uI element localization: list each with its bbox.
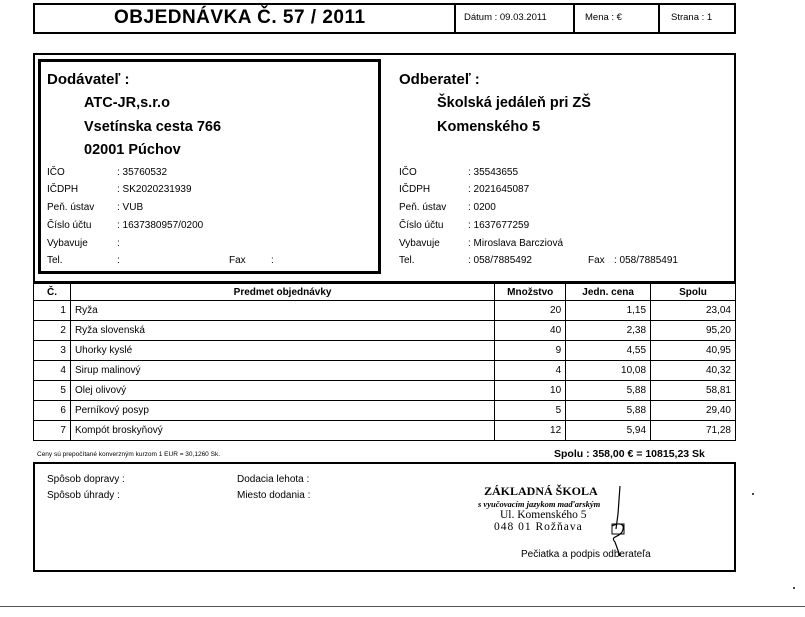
row-number: 1 — [34, 301, 71, 321]
stamp-line-2: s vyučovacím jazykom maďarským — [478, 499, 601, 509]
signature-scribble — [590, 484, 640, 559]
col-header-quantity: Množstvo — [495, 284, 566, 301]
table-row — [34, 381, 736, 401]
supplier-handler-label: Vybavuje — [47, 238, 88, 249]
footer-bottom-border — [33, 570, 736, 572]
row-total: 23,04 — [651, 301, 736, 321]
supplier-fax-label: Fax — [229, 255, 246, 266]
customer-heading: Odberateľ : — [399, 71, 480, 88]
supplier-ico-label: IČO — [47, 167, 65, 178]
row-number: 4 — [34, 361, 71, 381]
row-unit-price: 1,15 — [566, 301, 651, 321]
supplier-tel-label: Tel. — [47, 255, 63, 266]
row-quantity: 12 — [495, 421, 566, 441]
supplier-heading: Dodávateľ : — [47, 71, 130, 88]
customer-street: Komenského 5 — [437, 119, 541, 135]
order-total: Spolu : 358,00 € = 10815,23 Sk — [554, 448, 705, 460]
row-unit-price: 5,88 — [566, 401, 651, 421]
payment-method: Spôsob úhrady : — [47, 490, 120, 501]
row-number: 3 — [34, 341, 71, 361]
header-divider-1 — [454, 3, 456, 34]
customer-icdph: : 2021645087 — [468, 184, 530, 195]
row-number: 6 — [34, 401, 71, 421]
customer-fax: : 058/7885491 — [614, 255, 678, 266]
customer-icdph-label: IČDPH — [399, 184, 431, 195]
row-total: 40,32 — [651, 361, 736, 381]
table-row — [34, 361, 736, 381]
row-number: 7 — [34, 421, 71, 441]
header-divider-3 — [658, 3, 660, 34]
supplier-fax: : — [271, 255, 274, 266]
customer-tel: : 058/7885492 — [468, 255, 532, 266]
col-header-unit-price: Jedn. cena — [566, 284, 651, 301]
header-divider-2 — [573, 3, 575, 34]
row-total: 71,28 — [651, 421, 736, 441]
stamp-line-4: 048 01 Rožňava — [494, 521, 583, 533]
row-number: 5 — [34, 381, 71, 401]
footer-right-border — [734, 462, 736, 572]
supplier-street: Vsetínska cesta 766 — [84, 119, 222, 135]
customer-bank: : 0200 — [468, 202, 496, 213]
supplier-icdph: : SK2020231939 — [117, 184, 192, 195]
shipping-method: Spôsob dopravy : — [47, 474, 125, 485]
row-unit-price: 2,38 — [566, 321, 651, 341]
customer-handler: : Miroslava Barcziová — [468, 238, 564, 249]
row-unit-price: 5,88 — [566, 381, 651, 401]
table-row — [34, 401, 736, 421]
row-total: 29,40 — [651, 401, 736, 421]
customer-handler-label: Vybavuje — [399, 238, 440, 249]
row-unit-price: 10,08 — [566, 361, 651, 381]
supplier-bank-label: Peň. ústav — [47, 202, 95, 213]
scan-rule — [0, 606, 805, 607]
customer-account: : 1637677259 — [468, 220, 530, 231]
row-total: 95,20 — [651, 321, 736, 341]
document-page: Strana : 1 — [671, 12, 713, 23]
row-unit-price: 4,55 — [566, 341, 651, 361]
row-quantity: 5 — [495, 401, 566, 421]
row-quantity: 10 — [495, 381, 566, 401]
table-row — [34, 421, 736, 441]
customer-ico: : 35543655 — [468, 167, 519, 178]
col-header-item: Predmet objednávky — [70, 284, 494, 301]
supplier-city: 02001 Púchov — [84, 142, 181, 158]
supplier-ico: : 35760532 — [117, 167, 168, 178]
supplier-bank: : VUB — [117, 202, 144, 213]
supplier-icdph-label: IČDPH — [47, 184, 79, 195]
row-total: 40,95 — [651, 341, 736, 361]
table-row — [34, 301, 736, 321]
delivery-place: Miesto dodania : — [237, 490, 311, 501]
supplier-account: : 1637380957/0200 — [117, 220, 204, 231]
customer-name: Školská jedáleň pri ZŠ — [437, 95, 591, 111]
stamp-line-3: Ul. Komenského 5 — [500, 509, 587, 521]
document-currency: Mena : € — [585, 12, 622, 23]
row-item: Sirup malinový — [70, 361, 494, 381]
row-item: Ryža slovenská — [70, 321, 494, 341]
row-item: Uhorky kyslé — [70, 341, 494, 361]
row-item: Ryža — [70, 301, 494, 321]
supplier-handler: : — [117, 238, 120, 249]
row-number: 2 — [34, 321, 71, 341]
document-date: Dátum : 09.03.2011 — [464, 12, 547, 23]
col-header-number: Č. — [34, 284, 71, 301]
table-row — [34, 341, 736, 361]
document-title: OBJEDNÁVKA Č. 57 / 2011 — [114, 7, 366, 28]
row-item: Olej olivový — [70, 381, 494, 401]
totals-rule — [33, 462, 736, 464]
scan-dot — [793, 587, 795, 589]
footer-left-border — [33, 462, 35, 572]
row-item: Kompót broskyňový — [70, 421, 494, 441]
customer-account-label: Číslo účtu — [399, 220, 444, 231]
row-quantity: 4 — [495, 361, 566, 381]
row-quantity: 40 — [495, 321, 566, 341]
supplier-box — [38, 59, 381, 274]
table-row — [34, 321, 736, 341]
customer-tel-label: Tel. — [399, 255, 415, 266]
customer-fax-label: Fax — [588, 255, 605, 266]
delivery-date: Dodacia lehota : — [237, 474, 310, 485]
row-total: 58,81 — [651, 381, 736, 401]
supplier-tel: : — [117, 255, 120, 266]
scan-dot — [752, 493, 754, 495]
row-quantity: 20 — [495, 301, 566, 321]
row-quantity: 9 — [495, 341, 566, 361]
order-items-table — [33, 283, 736, 441]
supplier-name: ATC-JR,s.r.o — [84, 95, 170, 111]
customer-ico-label: IČO — [399, 167, 417, 178]
customer-bank-label: Peň. ústav — [399, 202, 447, 213]
signature-label: Pečiatka a podpis odberateľa — [521, 549, 651, 560]
supplier-account-label: Číslo účtu — [47, 220, 92, 231]
row-unit-price: 5,94 — [566, 421, 651, 441]
stamp-line-1: ZÁKLADNÁ ŠKOLA — [484, 484, 598, 498]
table-header-row — [34, 284, 736, 301]
col-header-total: Spolu — [651, 284, 736, 301]
conversion-note: Ceny sú prepočítané konverzným kurzom 1 EUR = 30,1260 Sk. — [37, 451, 220, 458]
row-item: Perníkový posyp — [70, 401, 494, 421]
